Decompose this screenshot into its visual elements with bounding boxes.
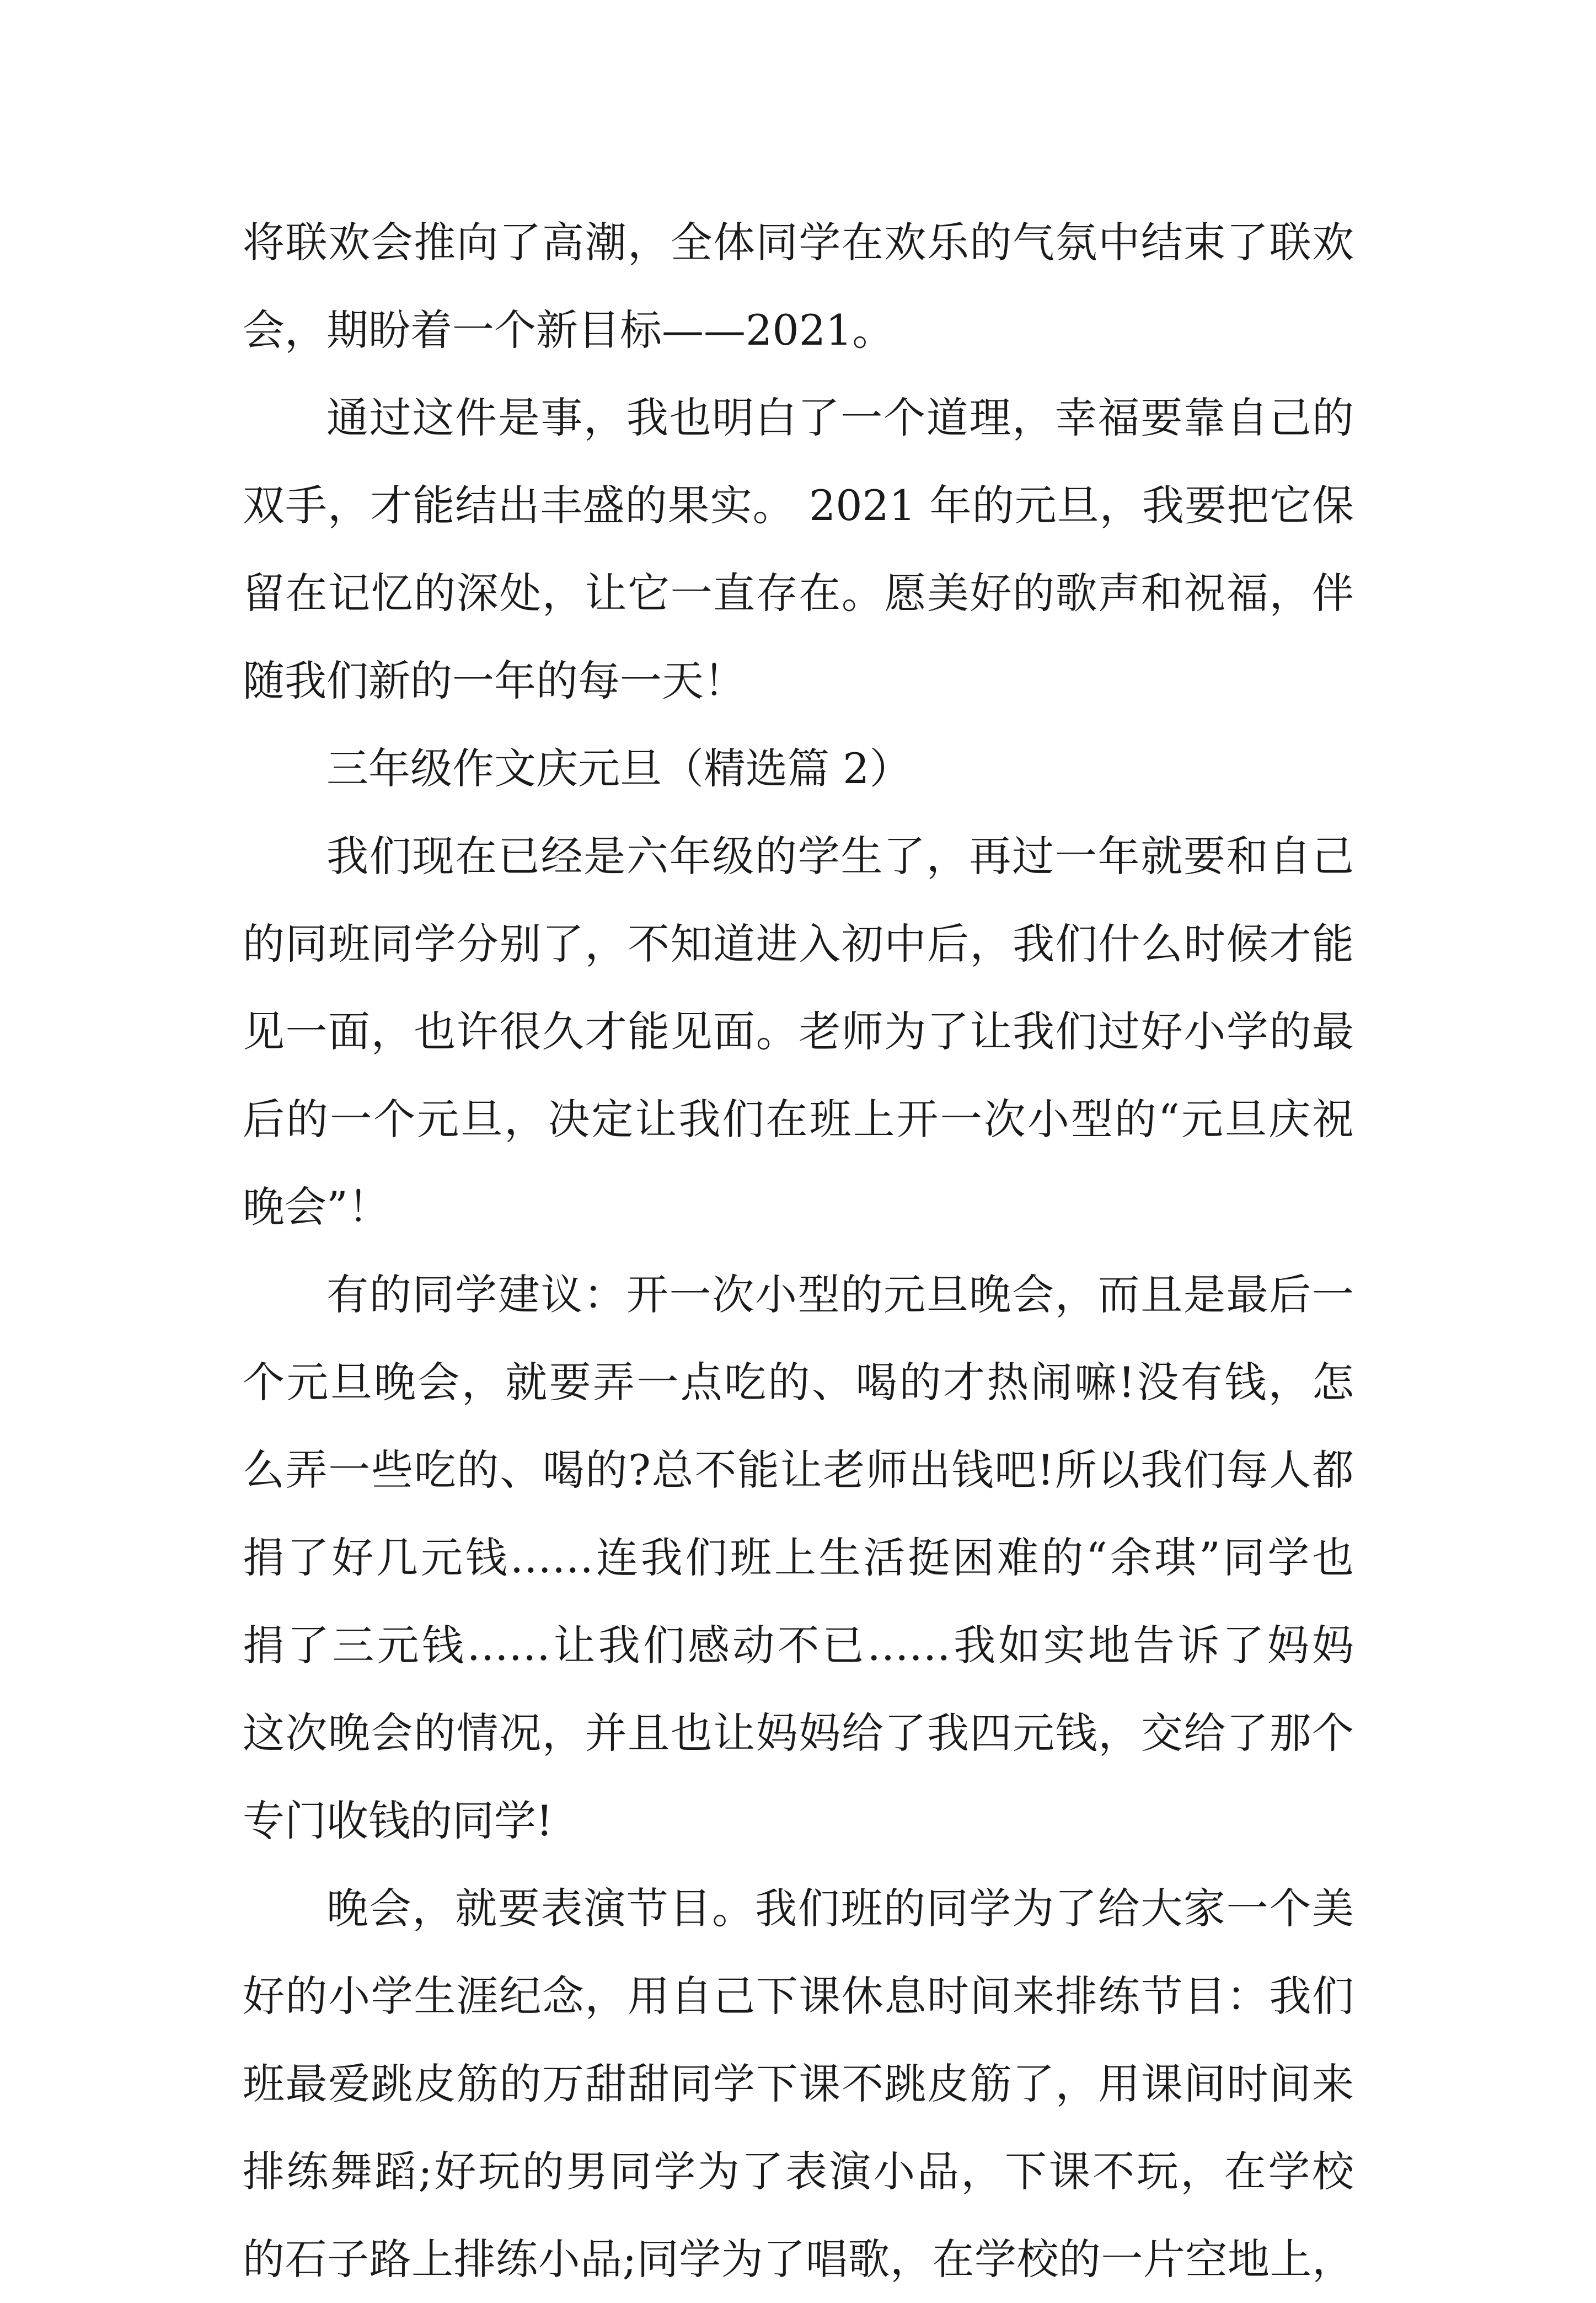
text-line: 会，期盼着一个新目标——2021。 [243, 306, 895, 355]
section-heading: 三年级作文庆元旦（精选篇 2） [326, 744, 912, 793]
text-line: 班最爱跳皮筋的万甜甜同学下课不跳皮筋了，用课间时间来 [243, 2059, 1354, 2108]
text-line: 晚会，就要表演节目。我们班的同学为了给大家一个美 [326, 1884, 1354, 1933]
text-line: 排练舞蹈;好玩的男同学为了表演小品，下课不玩，在学校 [243, 2147, 1354, 2196]
text-line: 个元旦晚会，就要弄一点吃的、喝的才热闹嘛!没有钱，怎 [243, 1358, 1354, 1407]
text-line: 我们现在已经是六年级的学生了，再过一年就要和自己 [326, 832, 1354, 881]
document-body [243, 199, 1354, 2303]
text-line: 这次晚会的情况，并且也让妈妈给了我四元钱，交给了那个 [243, 1708, 1354, 1758]
text-line: 么弄一些吃的、喝的?总不能让老师出钱吧!所以我们每人都 [243, 1445, 1354, 1495]
text-line: 留在记忆的深处，让它一直存在。愿美好的歌声和祝福，伴 [243, 569, 1354, 618]
text-line: 后的一个元旦，决定让我们在班上开一次小型的“元旦庆祝 [243, 1095, 1354, 1144]
text-line: 的同班同学分别了，不知道进入初中后，我们什么时候才能 [243, 919, 1354, 968]
text-line: 见一面，也许很久才能见面。老师为了让我们过好小学的最 [243, 1007, 1354, 1056]
text-line: 捐了好几元钱……连我们班上生活挺困难的“余琪”同学也 [243, 1533, 1354, 1582]
text-line: 的石子路上排练小品;同学为了唱歌，在学校的一片空地上， [243, 2235, 1354, 2284]
text-line: 好的小学生涯纪念，用自己下课休息时间来排练节目：我们 [243, 1972, 1354, 2021]
text-line: 有的同学建议：开一次小型的元旦晚会，而且是最后一 [326, 1270, 1354, 1319]
text-line: 将联欢会推向了高潮，全体同学在欢乐的气氛中结束了联欢 [243, 218, 1354, 267]
text-line: 捐了三元钱……让我们感动不已……我如实地告诉了妈妈 [243, 1621, 1354, 1670]
text-line: 通过这件是事，我也明白了一个道理，幸福要靠自己的 [326, 393, 1354, 442]
text-line: 双手，才能结出丰盛的果实。 2021 年的元旦，我要把它保 [243, 481, 1354, 530]
text-line: 专门收钱的同学! [243, 1796, 553, 1845]
text-line: 晚会”！ [243, 1182, 390, 1231]
text-line: 随我们新的一年的每一天！ [243, 656, 746, 705]
